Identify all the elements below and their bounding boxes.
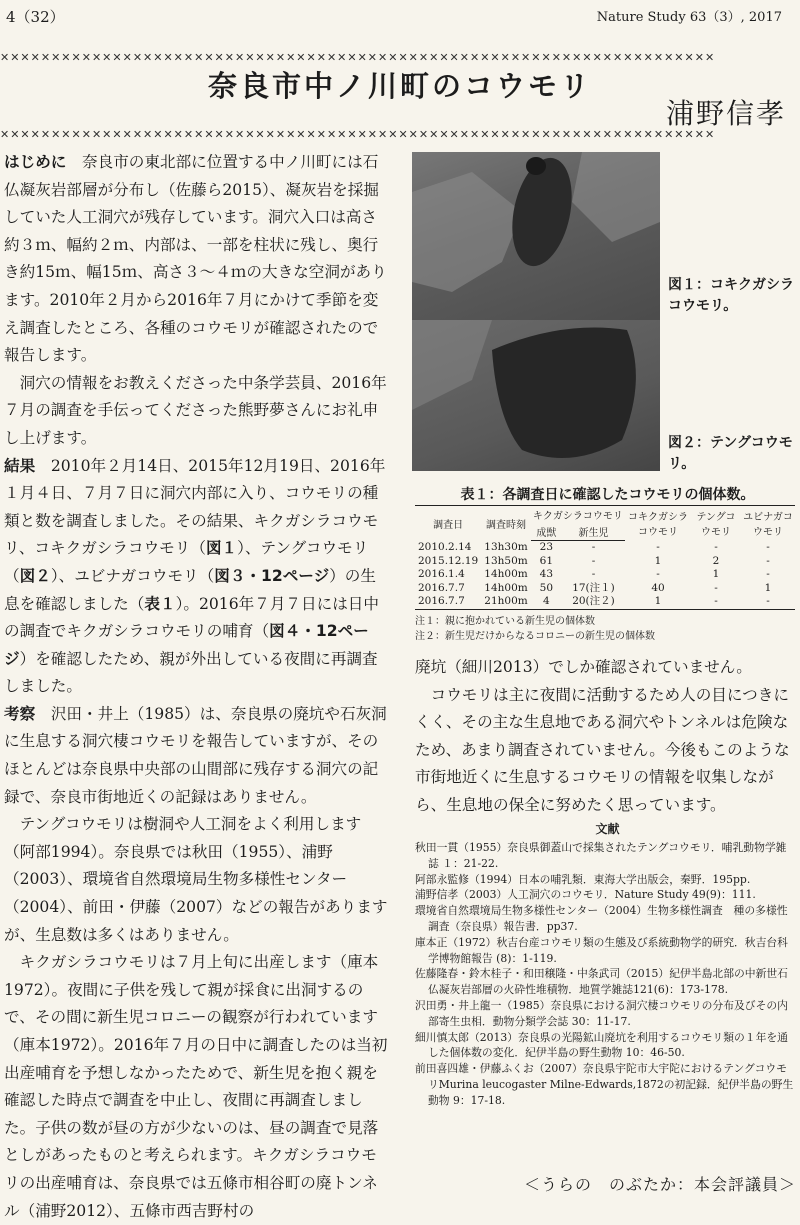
table-cell: 1 [764,581,772,594]
journal-info: Nature Study 63（3）, 2017 [596,10,782,25]
table-cell: 2010.2.14 [418,540,472,553]
table-cell: - [591,541,596,553]
intro-paragraph [4,149,388,370]
references-list [415,840,797,1109]
table-cell: - [714,581,718,594]
table-cell: 4 [531,595,562,609]
left-column [4,149,388,1225]
reference-item: 庫本正（1972）秋吉台産コウモリ類の生態及び系統動物学的研究．秋吉台科学博物館報告 (8)：1-119. [415,935,788,965]
decorative-border-top: ✕✕✕✕✕✕✕✕✕✕✕✕✕✕✕✕✕✕✕✕✕✕✕✕✕✕✕✕✕✕✕✕✕✕✕✕✕✕✕✕✕✕✕✕✕✕✕✕✕✕✕✕✕✕✕✕✕✕✕✕✕✕✕✕✕✕✕✕✕✕ [0,51,716,64]
table-cell: 20(注２) [562,595,625,609]
table-row [415,582,795,596]
reference-item: 環境省自然環境局生物多様性センター（2004）生物多様性調査 種の多様性調査（奈良県）報告書．pp37. [415,904,788,933]
table-cell: - [591,568,596,581]
col-newborn: 新生児 [562,523,625,541]
table-cell: - [766,554,770,567]
table-cell: 2015.12.19 [418,554,479,567]
reference-item: 秋田一貫（1955）奈良県御蓋山で採集されたテングコウモリ．哺乳動物学雑誌 １：21-22. [415,841,787,870]
table-cell: - [766,568,770,581]
col-time: 調査時刻 [481,506,531,541]
figure-1-caption: 図１：コキクガシラコウモリ。 [668,277,794,314]
table-cell: 2 [712,554,720,567]
reference-item: 阿部永監修（1994）日本の哺乳類．東海大学出版会，秦野．195pp. [415,872,751,886]
reference-item: 細川慎太郎（2013）奈良県の光陽鉱山廃坑を利用するコウモリ類の１年を通した個体数の変化．紀伊半島の野生動物 10：46-50. [415,1030,788,1060]
acknowledgement-paragraph: 洞穴の情報をお教えくださった中条学芸員、2016年７月の調査を手伝ってくださった熊野夢さんにお礼申し上げます。 [4,373,387,447]
col-yubinaga: ユビナガコウモリ [741,506,795,541]
table-cell: 43 [539,568,554,581]
reference-item: 佐藤隆春・鈴木桂子・和田穣隆・中条武司（2015）紀伊半島北部の中新世石仏凝灰岩部層の火砕性堆積物．地質学雑誌121(6)：173-178. [415,967,788,997]
figure-ref: 図１ [205,539,238,558]
figure-ref: 図２ [19,566,51,585]
article-author: 浦野信孝 [665,97,786,130]
table-cell: 1 [654,554,662,567]
decorative-border-bottom: ✕✕✕✕✕✕✕✕✕✕✕✕✕✕✕✕✕✕✕✕✕✕✕✕✕✕✕✕✕✕✕✕✕✕✕✕✕✕✕✕✕✕✕✕✕✕✕✕✕✕✕✕✕✕✕✕✕✕✕✕✕✕✕✕✕✕✕✕✕✕ [0,128,716,141]
conclusion-paragraph: コウモリは主に夜間に活動するため人の目につきにくく、その主な生息地である洞穴やトンネルは危険なため、あまり調査されていません。今後もこのような市街地近くに生息するコウモリの情報を収集しながら、生息地の保全に努めたく思っています。 [415,685,790,814]
table-note-1: 注１：親に抱かれている新生児の個体数 [415,616,595,627]
table-cell: - [656,568,660,581]
discussion-heading: 考察 [4,704,36,723]
table-cell: - [714,540,718,553]
bat-silhouette-2 [412,320,660,471]
discussion-continued: 廃坑（細川2013）でしか確認されていません。 [415,658,752,676]
table-cell: 21h00m [481,595,531,609]
table-cell: - [691,595,741,609]
table-row [415,595,795,609]
table-cell: 2016.7.7 [415,595,481,609]
right-column [415,654,799,820]
discussion-paragraph-2: テングコウモリは樹洞や人工洞をよく利用します（阿部1994）。奈良県では秋田（1955）、浦野（2003）、環境省自然環境局生物多様性センター（2004）、前田・伊藤（2007）などの報告がありますが、生息数は多くはありません。 [4,815,388,944]
table-row [415,541,795,555]
references-heading: 文献 [595,822,620,836]
table-note-2: 注２：新生児だけからなるコロニーの新生児の個体数 [415,631,655,642]
intro-heading: はじめに [4,153,67,171]
table-cell: 14h00m [484,568,528,581]
table-notes [415,614,655,644]
results-paragraph: 結果 2010年２月14日、2015年12月19日、2016年１月４日、７月７日に洞穴内部に入り、コウモリの種類と数を調査しました。その結果、キクガシラコウモリ、コキクガシラコウモリ（図１）、テングコウモリ（図２）、ユビナガコウモリ（図３・12ページ）の生息を確認しました（表１）。2016年７月７日には日中の調査でキクガシラコウモリの哺育（図４・12ページ）を確認したため、親が外出している夜間に再調査しました。 [4,456,386,696]
reference-item: 前田喜四雄・伊藤ふくお（2007）奈良県宇陀市大宇陀におけるテングコウモリMurina leucogaster Milne-Edwards,1872の初記録．紀伊半島の野生動物 9：17-18. [415,1062,794,1107]
table-row [415,555,795,569]
page-number: 4（32） [6,8,65,26]
table-cell: - [656,540,660,553]
discussion-paragraph-3: キクガシラコウモリは７月上旬に出産します（庫本1972）。夜間に子供を残して親が採食に出洞するので、その間に新生児コロニーの観察が行われています（庫本1972）。2016年７月の日中に調査したのは当初出産哺育を予想しなかったためで、新生児を抱く親を確認した時点で調査を中止し、夜間に再調査しました。子供の数が昼の方が少ないのは、昼の調査で見落としがあったものと考えられます。キクガシラコウモリの出産哺育は、奈良県では五條市相谷町の廃トンネル（浦野2012）、五條市西吉野村の [4,953,388,1220]
table-cell: 61 [539,554,554,567]
article-title: 奈良市中ノ川町のコウモリ [207,69,592,103]
table-cell: 17(注１) [572,581,615,594]
table-cell: 1 [625,595,691,609]
bat-count-table [415,505,795,610]
table-cell: 2016.7.7 [418,581,465,594]
reference-item: 沢田勇・井上龍一（1985）奈良県における洞穴棲コウモリの分布及びその内部寄生虫相．動物分類学会誌 30：11-17. [415,998,788,1028]
bat-photo-1 [412,152,660,332]
table-cell: 13h50m [484,554,528,567]
intro-text: 奈良市の東北部に位置する中ノ川町には石仏凝灰岩部層が分布し（佐藤ら2015）、凝灰岩を採掘していた人工洞穴が残存しています。洞穴入口は高さ約３ｍ、幅約２ｍ、内部は、一部を柱状に残し、奥行き約15ｍ、幅15ｍ、高さ３～４ｍの大きな空洞があります。2010年２月から2016年７月にかけて季節を変え調査したところ、各種のコウモリが確認されたので報告します。 [4,153,387,365]
col-kokikugashira: コキクガシラコウモリ [625,506,691,541]
bat-photo-2 [412,320,660,471]
col-adult: 成獣 [531,523,562,541]
figure-ref: 図３・12ページ [214,566,330,585]
figure-ref: 図４・12ページ [4,622,369,668]
results-heading: 結果 [4,456,36,475]
table-cell: 50 [539,581,554,594]
col-date: 調査日 [415,506,481,541]
table-row [415,568,795,582]
table-cell: 14h00m [484,581,528,594]
table-cell: 40 [651,581,665,594]
col-tengu: テングコウモリ [691,506,741,541]
author-footer: ＜うらの のぶたか：本会評議員＞ [523,1175,796,1194]
table-cell: 2016.1.4 [418,568,465,581]
discussion-paragraph: 考察 沢田・井上（1985）は、奈良県の廃坑や石灰洞に生息する洞穴棲コウモリを報告していますが、そのほとんどは奈良県中央部の山間部に残存する洞穴の記録で、奈良市街地近くの記録はありません。 [4,704,387,806]
reference-item: 浦野信孝（2003）人工洞穴のコウモリ．Nature Study 49(9)：111. [415,888,756,902]
col-kikugashira: キクガシラコウモリ [531,506,625,524]
table-cell: - [741,595,795,609]
table-cell: - [766,540,770,553]
table-cell: 1 [712,568,720,581]
figure-2-caption: 図２：テングコウモリ。 [668,435,793,472]
table-cell: 23 [539,541,554,553]
table-title: 表１：各調査日に確認したコウモリの個体数。 [460,487,755,503]
table-cell: - [591,554,596,567]
table-ref: 表１ [144,594,176,613]
bat-silhouette-1 [412,152,660,332]
table-cell: 13h30m [484,540,528,553]
